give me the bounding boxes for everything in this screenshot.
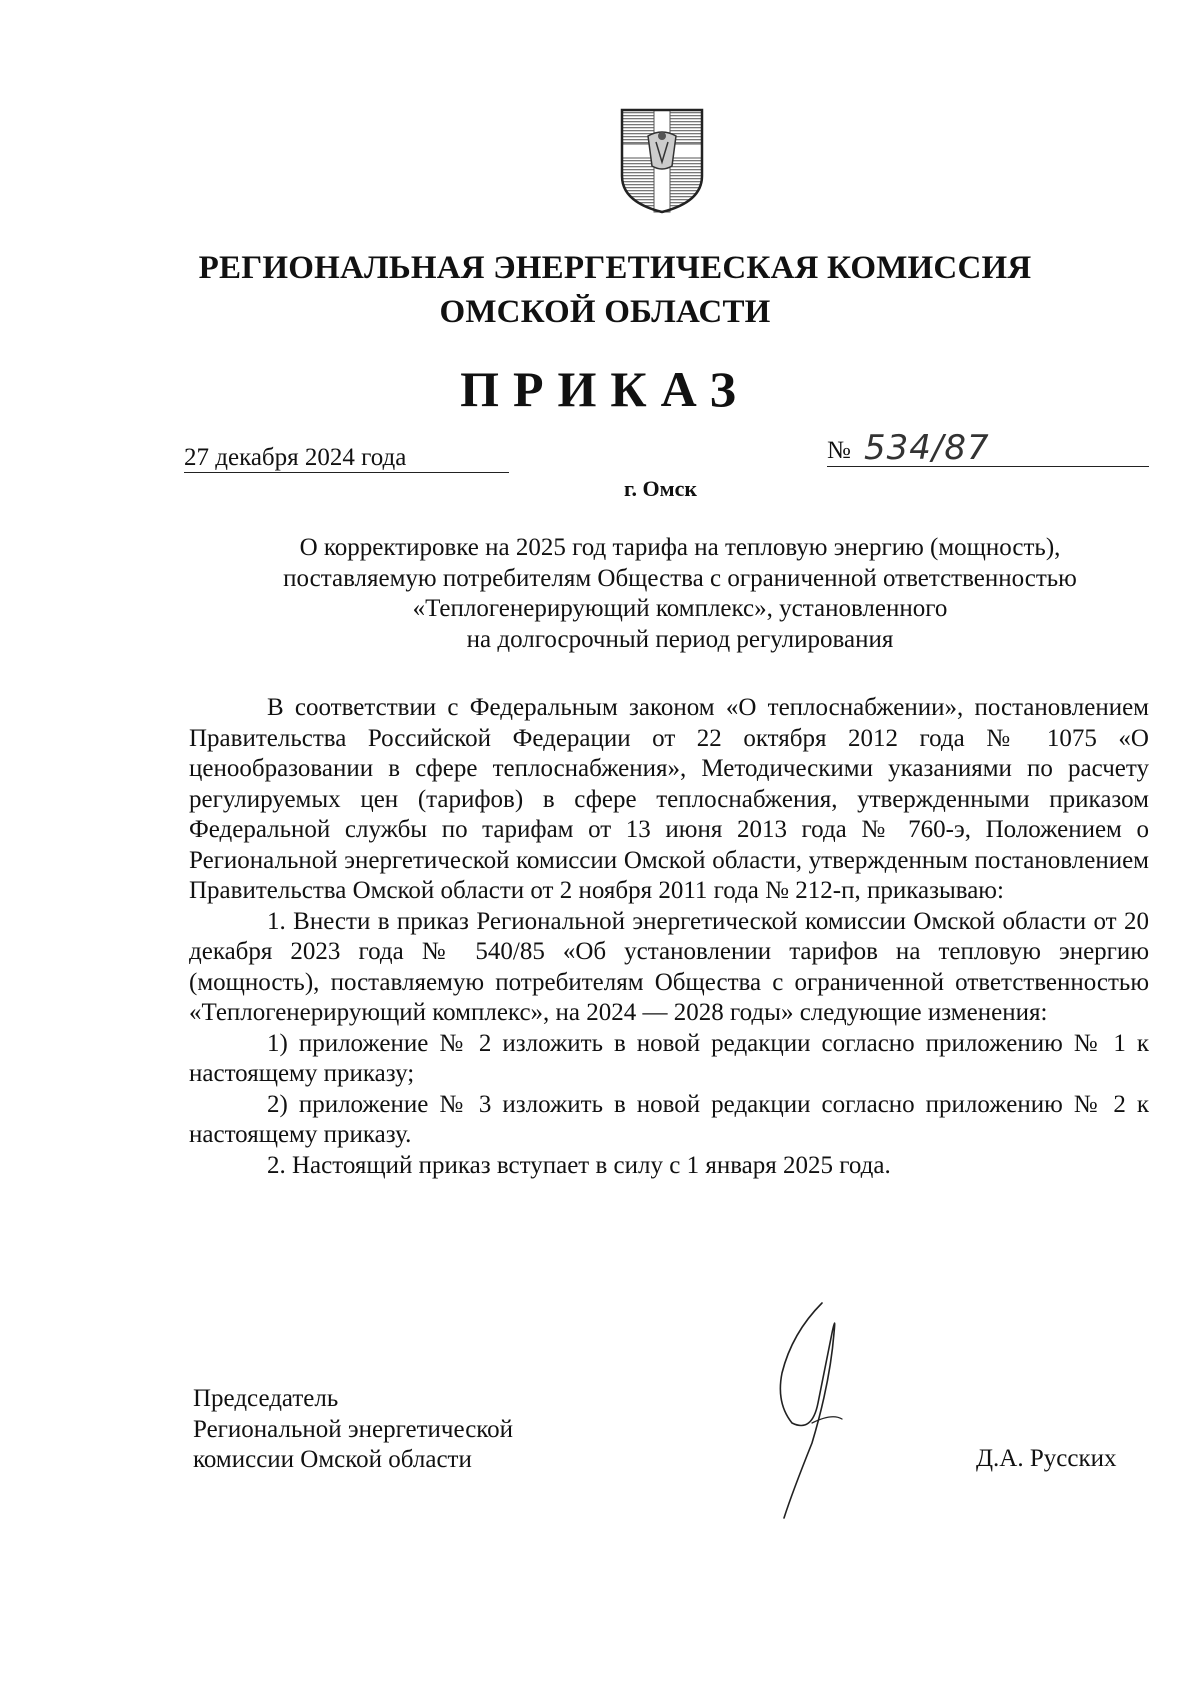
position-line: Председатель: [193, 1385, 339, 1412]
subject-line: «Теплогенерирующий комплекс», установленного: [412, 595, 948, 622]
subject-line: поставляемую потребителям Общества с ограниченной ответственностью: [283, 564, 1077, 592]
position-line: Региональной энергетической: [193, 1415, 514, 1443]
number-underline: [827, 466, 1149, 467]
coat-of-arms-icon: [618, 106, 706, 216]
order-subject: [180, 533, 1180, 655]
position-line: комиссии Омской области: [193, 1446, 472, 1473]
organization-name-line2: ОМСКОЙ ОБЛАСТИ: [439, 294, 771, 330]
subject-line: О корректировке на 2025 год тарифа на тепловую энергию (мощность),: [299, 534, 1061, 561]
item-2-paragraph: 2. Настоящий приказ вступает в силу с 1 января 2025 года.: [267, 1151, 891, 1179]
city-label: г. Омск: [624, 476, 698, 501]
subject-line: на долгосрочный период регулирования: [466, 625, 894, 653]
organization-name-line1: РЕГИОНАЛЬНАЯ ЭНЕРГЕТИЧЕСКАЯ КОМИССИЯ: [198, 250, 1032, 286]
item-1-2-paragraph: 2) приложение № 3 изложить в новой редакции согласно приложению № 2 к настоящему приказу.: [189, 1090, 1149, 1148]
order-number-label: №: [827, 437, 851, 464]
order-date: 27 декабря 2024 года: [184, 444, 407, 471]
handwritten-signature: [752, 1293, 862, 1523]
document-type-title: ПРИКАЗ: [460, 361, 750, 417]
signatory-name: Д.А. Русских: [976, 1445, 1117, 1472]
signatory-position: [193, 1384, 513, 1476]
order-body: [189, 693, 1149, 1181]
item-1-paragraph: 1. Внести в приказ Региональной энергетической комиссии Омской области от 20 декабря 2023 года № 540/85 «Об установлении тарифов на тепловую энергию (мощность), поставляемую потребителям Общества с ограниченной ответственностью «Теплогенерирующий комплекс», на 2024 — 2028 годы» следующие изменения:: [189, 907, 1149, 1026]
date-underline: [184, 472, 509, 473]
preamble-paragraph: В соответствии с Федеральным законом «О теплоснабжении», постановлением Правительства Российской Федерации от 22 октября 2012 года № 1075 «О ценообразовании в сфере теплоснабжения», Методическими указаниями по расчету регулируемых цен (тарифов) в сфере теплоснабжения, утвержденными приказом Федеральной службы по тарифам от 13 июня 2013 года № 760-э, Положением о Региональной энергетической комиссии Омской области, утвержденным постановлением Правительства Омской области от 2 ноября 2011 года № 212-п, приказываю:: [189, 694, 1149, 904]
item-1-1-paragraph: 1) приложение № 2 изложить в новой редакции согласно приложению № 1 к настоящему приказу;: [189, 1029, 1149, 1087]
order-number-handwritten: 534/87: [864, 428, 990, 468]
